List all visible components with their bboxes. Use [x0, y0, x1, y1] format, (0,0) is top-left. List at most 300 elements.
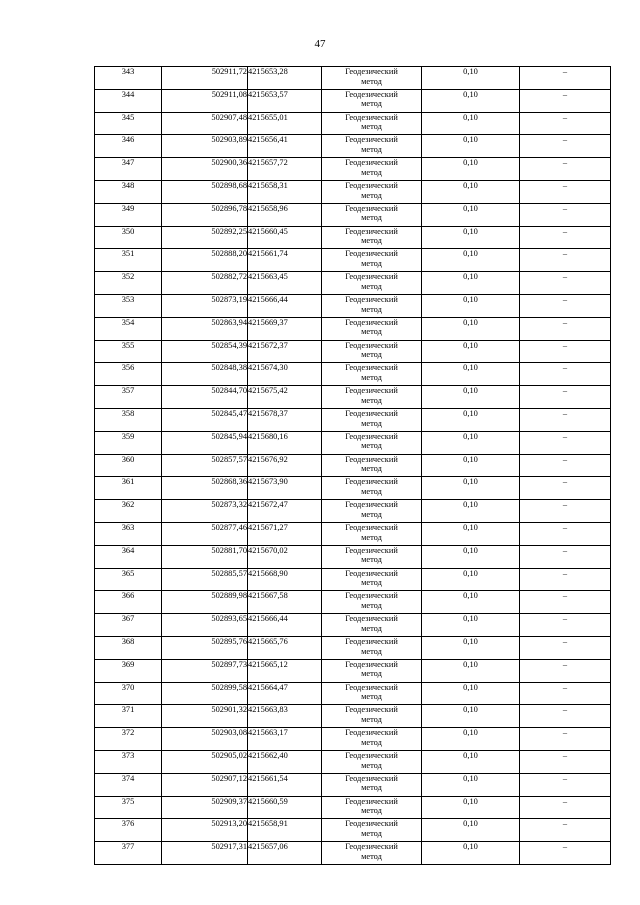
method-line-2: метод [361, 783, 382, 793]
method-cell [322, 317, 422, 340]
coordinates-table-body [95, 67, 611, 865]
point-number-cell: 344 [95, 89, 162, 112]
method-line-1: Геодезический [345, 796, 398, 806]
description-cell: – [520, 431, 611, 454]
method-line-2: метод [361, 692, 382, 702]
method-cell [322, 842, 422, 865]
method-cell [322, 614, 422, 637]
description-cell: – [520, 842, 611, 865]
method-line-2: метод [361, 737, 382, 747]
table-row [95, 363, 611, 386]
coordinates-table [94, 66, 611, 865]
method-line-2: метод [361, 258, 382, 268]
method-cell [322, 363, 422, 386]
table-row [95, 705, 611, 728]
x-coordinate-cell: 502877,46 [162, 522, 248, 545]
accuracy-cell: 0,10 [422, 408, 520, 431]
method-cell [322, 682, 422, 705]
accuracy-cell: 0,10 [422, 819, 520, 842]
method-line-1: Геодезический [345, 203, 398, 213]
x-coordinate-cell: 502845,94 [162, 431, 248, 454]
method-line-1: Геодезический [345, 294, 398, 304]
y-coordinate-cell: 4215660,45 [248, 226, 322, 249]
method-line-1: Геодезический [345, 135, 398, 145]
method-line-2: метод [361, 236, 382, 246]
accuracy-cell: 0,10 [422, 568, 520, 591]
method-line-2: метод [361, 851, 382, 861]
x-coordinate-cell: 502903,08 [162, 728, 248, 751]
x-coordinate-cell: 502913,20 [162, 819, 248, 842]
x-coordinate-cell: 502911,08 [162, 89, 248, 112]
accuracy-cell: 0,10 [422, 659, 520, 682]
y-coordinate-cell: 4215678,37 [248, 408, 322, 431]
accuracy-cell: 0,10 [422, 636, 520, 659]
accuracy-cell: 0,10 [422, 386, 520, 409]
method-line-2: метод [361, 806, 382, 816]
y-coordinate-cell: 4215663,45 [248, 272, 322, 295]
description-cell: – [520, 773, 611, 796]
point-number-cell: 343 [95, 67, 162, 90]
method-cell [322, 796, 422, 819]
x-coordinate-cell: 502899,58 [162, 682, 248, 705]
x-coordinate-cell: 502844,70 [162, 386, 248, 409]
accuracy-cell: 0,10 [422, 796, 520, 819]
description-cell: – [520, 112, 611, 135]
accuracy-cell: 0,10 [422, 317, 520, 340]
x-coordinate-cell: 502888,20 [162, 249, 248, 272]
x-coordinate-cell: 502889,98 [162, 591, 248, 614]
accuracy-cell: 0,10 [422, 272, 520, 295]
method-line-1: Геодезический [345, 750, 398, 760]
table-row [95, 819, 611, 842]
point-number-cell: 368 [95, 636, 162, 659]
point-number-cell: 356 [95, 363, 162, 386]
method-line-2: метод [361, 213, 382, 223]
description-cell: – [520, 203, 611, 226]
point-number-cell: 360 [95, 454, 162, 477]
table-row [95, 500, 611, 523]
method-cell [322, 226, 422, 249]
table-row [95, 180, 611, 203]
method-line-1: Геодезический [345, 682, 398, 692]
method-line-1: Геодезический [345, 340, 398, 350]
x-coordinate-cell: 502873,19 [162, 294, 248, 317]
table-row [95, 249, 611, 272]
method-cell [322, 545, 422, 568]
y-coordinate-cell: 4215675,42 [248, 386, 322, 409]
x-coordinate-cell: 502907,12 [162, 773, 248, 796]
method-line-2: метод [361, 555, 382, 565]
table-row [95, 386, 611, 409]
table-row [95, 842, 611, 865]
point-number-cell: 363 [95, 522, 162, 545]
accuracy-cell: 0,10 [422, 500, 520, 523]
point-number-cell: 345 [95, 112, 162, 135]
table-row [95, 682, 611, 705]
method-line-1: Геодезический [345, 819, 398, 829]
table-row [95, 728, 611, 751]
accuracy-cell: 0,10 [422, 728, 520, 751]
y-coordinate-cell: 4215656,41 [248, 135, 322, 158]
method-cell [322, 67, 422, 90]
method-line-2: метод [361, 99, 382, 109]
method-line-1: Геодезический [345, 408, 398, 418]
method-line-2: метод [361, 600, 382, 610]
method-line-2: метод [361, 76, 382, 86]
description-cell: – [520, 500, 611, 523]
table-row [95, 522, 611, 545]
method-line-2: метод [361, 327, 382, 337]
point-number-cell: 362 [95, 500, 162, 523]
method-cell [322, 408, 422, 431]
y-coordinate-cell: 4215660,59 [248, 796, 322, 819]
point-number-cell: 373 [95, 750, 162, 773]
method-line-2: метод [361, 828, 382, 838]
description-cell: – [520, 614, 611, 637]
description-cell: – [520, 89, 611, 112]
description-cell: – [520, 158, 611, 181]
description-cell: – [520, 386, 611, 409]
accuracy-cell: 0,10 [422, 522, 520, 545]
point-number-cell: 349 [95, 203, 162, 226]
method-line-2: метод [361, 646, 382, 656]
y-coordinate-cell: 4215670,02 [248, 545, 322, 568]
accuracy-cell: 0,10 [422, 294, 520, 317]
method-cell [322, 135, 422, 158]
method-line-2: метод [361, 623, 382, 633]
accuracy-cell: 0,10 [422, 431, 520, 454]
method-line-1: Геодезический [345, 89, 398, 99]
description-cell: – [520, 340, 611, 363]
y-coordinate-cell: 4215664,47 [248, 682, 322, 705]
accuracy-cell: 0,10 [422, 135, 520, 158]
table-row [95, 408, 611, 431]
accuracy-cell: 0,10 [422, 203, 520, 226]
method-cell [322, 294, 422, 317]
description-cell: – [520, 568, 611, 591]
page-number: 47 [314, 38, 326, 50]
y-coordinate-cell: 4215671,27 [248, 522, 322, 545]
method-cell [322, 203, 422, 226]
accuracy-cell: 0,10 [422, 158, 520, 181]
x-coordinate-cell: 502896,78 [162, 203, 248, 226]
x-coordinate-cell: 502911,72 [162, 67, 248, 90]
table-row [95, 454, 611, 477]
table-row [95, 294, 611, 317]
point-number-cell: 370 [95, 682, 162, 705]
point-number-cell: 352 [95, 272, 162, 295]
method-cell [322, 659, 422, 682]
table-row [95, 659, 611, 682]
table-row [95, 431, 611, 454]
accuracy-cell: 0,10 [422, 112, 520, 135]
x-coordinate-cell: 502893,65 [162, 614, 248, 637]
method-cell [322, 728, 422, 751]
description-cell: – [520, 659, 611, 682]
description-cell: – [520, 272, 611, 295]
method-line-2: метод [361, 760, 382, 770]
method-line-1: Геодезический [345, 454, 398, 464]
method-line-1: Геодезический [345, 272, 398, 282]
accuracy-cell: 0,10 [422, 750, 520, 773]
x-coordinate-cell: 502901,32 [162, 705, 248, 728]
table-row [95, 112, 611, 135]
x-coordinate-cell: 502892,25 [162, 226, 248, 249]
x-coordinate-cell: 502848,38 [162, 363, 248, 386]
accuracy-cell: 0,10 [422, 67, 520, 90]
description-cell: – [520, 249, 611, 272]
x-coordinate-cell: 502868,36 [162, 477, 248, 500]
method-line-1: Геодезический [345, 545, 398, 555]
x-coordinate-cell: 502903,89 [162, 135, 248, 158]
y-coordinate-cell: 4215658,31 [248, 180, 322, 203]
method-cell [322, 477, 422, 500]
description-cell: – [520, 796, 611, 819]
table-row [95, 773, 611, 796]
y-coordinate-cell: 4215668,90 [248, 568, 322, 591]
method-line-1: Геодезический [345, 500, 398, 510]
table-row [95, 477, 611, 500]
accuracy-cell: 0,10 [422, 614, 520, 637]
description-cell: – [520, 226, 611, 249]
method-line-2: метод [361, 395, 382, 405]
method-line-2: метод [361, 532, 382, 542]
accuracy-cell: 0,10 [422, 705, 520, 728]
point-number-cell: 375 [95, 796, 162, 819]
method-cell [322, 89, 422, 112]
y-coordinate-cell: 4215665,12 [248, 659, 322, 682]
y-coordinate-cell: 4215666,44 [248, 614, 322, 637]
y-coordinate-cell: 4215669,37 [248, 317, 322, 340]
method-cell [322, 386, 422, 409]
method-cell [322, 431, 422, 454]
point-number-cell: 364 [95, 545, 162, 568]
method-cell [322, 454, 422, 477]
x-coordinate-cell: 502895,76 [162, 636, 248, 659]
method-cell [322, 272, 422, 295]
y-coordinate-cell: 4215653,57 [248, 89, 322, 112]
method-line-2: метод [361, 190, 382, 200]
method-line-1: Геодезический [345, 363, 398, 373]
method-line-2: метод [361, 669, 382, 679]
point-number-cell: 348 [95, 180, 162, 203]
method-line-2: метод [361, 714, 382, 724]
table-row [95, 89, 611, 112]
point-number-cell: 347 [95, 158, 162, 181]
description-cell: – [520, 705, 611, 728]
accuracy-cell: 0,10 [422, 249, 520, 272]
table-row [95, 272, 611, 295]
method-line-2: метод [361, 578, 382, 588]
point-number-cell: 365 [95, 568, 162, 591]
method-cell [322, 522, 422, 545]
point-number-cell: 359 [95, 431, 162, 454]
table-row [95, 203, 611, 226]
table-row [95, 750, 611, 773]
description-cell: – [520, 67, 611, 90]
description-cell: – [520, 728, 611, 751]
method-line-1: Геодезический [345, 67, 398, 76]
y-coordinate-cell: 4215674,30 [248, 363, 322, 386]
y-coordinate-cell: 4215658,96 [248, 203, 322, 226]
method-cell [322, 773, 422, 796]
method-line-1: Геодезический [345, 773, 398, 783]
y-coordinate-cell: 4215667,58 [248, 591, 322, 614]
method-line-1: Геодезический [345, 180, 398, 190]
point-number-cell: 361 [95, 477, 162, 500]
y-coordinate-cell: 4215657,72 [248, 158, 322, 181]
table-row [95, 340, 611, 363]
accuracy-cell: 0,10 [422, 682, 520, 705]
method-line-1: Геодезический [345, 431, 398, 441]
method-line-1: Геодезический [345, 158, 398, 168]
point-number-cell: 374 [95, 773, 162, 796]
description-cell: – [520, 477, 611, 500]
accuracy-cell: 0,10 [422, 180, 520, 203]
description-cell: – [520, 636, 611, 659]
y-coordinate-cell: 4215665,76 [248, 636, 322, 659]
point-number-cell: 354 [95, 317, 162, 340]
table-row [95, 67, 611, 90]
description-cell: – [520, 591, 611, 614]
method-line-2: метод [361, 304, 382, 314]
point-number-cell: 372 [95, 728, 162, 751]
method-line-2: метод [361, 144, 382, 154]
accuracy-cell: 0,10 [422, 773, 520, 796]
description-cell: – [520, 294, 611, 317]
description-cell: – [520, 180, 611, 203]
accuracy-cell: 0,10 [422, 477, 520, 500]
description-cell: – [520, 454, 611, 477]
method-line-2: метод [361, 509, 382, 519]
description-cell: – [520, 522, 611, 545]
point-number-cell: 358 [95, 408, 162, 431]
y-coordinate-cell: 4215672,47 [248, 500, 322, 523]
x-coordinate-cell: 502897,73 [162, 659, 248, 682]
x-coordinate-cell: 502885,57 [162, 568, 248, 591]
method-line-1: Геодезический [345, 705, 398, 715]
y-coordinate-cell: 4215663,17 [248, 728, 322, 751]
method-line-2: метод [361, 122, 382, 132]
method-cell [322, 180, 422, 203]
method-line-1: Геодезический [345, 636, 398, 646]
x-coordinate-cell: 502917,31 [162, 842, 248, 865]
method-line-1: Геодезический [345, 522, 398, 532]
x-coordinate-cell: 502854,39 [162, 340, 248, 363]
method-line-1: Геодезический [345, 226, 398, 236]
table-row [95, 636, 611, 659]
accuracy-cell: 0,10 [422, 226, 520, 249]
y-coordinate-cell: 4215676,92 [248, 454, 322, 477]
description-cell: – [520, 545, 611, 568]
y-coordinate-cell: 4215672,37 [248, 340, 322, 363]
accuracy-cell: 0,10 [422, 545, 520, 568]
y-coordinate-cell: 4215661,74 [248, 249, 322, 272]
method-line-2: метод [361, 486, 382, 496]
method-line-1: Геодезический [345, 249, 398, 259]
y-coordinate-cell: 4215661,54 [248, 773, 322, 796]
table-row [95, 317, 611, 340]
description-cell: – [520, 682, 611, 705]
y-coordinate-cell: 4215655,01 [248, 112, 322, 135]
x-coordinate-cell: 502845,47 [162, 408, 248, 431]
method-line-1: Геодезический [345, 568, 398, 578]
method-cell [322, 705, 422, 728]
method-cell [322, 158, 422, 181]
description-cell: – [520, 750, 611, 773]
y-coordinate-cell: 4215657,06 [248, 842, 322, 865]
method-line-2: метод [361, 281, 382, 291]
method-line-1: Геодезический [345, 386, 398, 396]
method-cell [322, 750, 422, 773]
method-line-1: Геодезический [345, 112, 398, 122]
x-coordinate-cell: 502900,36 [162, 158, 248, 181]
method-line-2: метод [361, 167, 382, 177]
method-cell [322, 568, 422, 591]
table-row [95, 158, 611, 181]
x-coordinate-cell: 502882,72 [162, 272, 248, 295]
accuracy-cell: 0,10 [422, 591, 520, 614]
description-cell: – [520, 408, 611, 431]
x-coordinate-cell: 502873,32 [162, 500, 248, 523]
accuracy-cell: 0,10 [422, 454, 520, 477]
method-line-1: Геодезический [345, 614, 398, 624]
method-line-1: Геодезический [345, 728, 398, 738]
y-coordinate-cell: 4215680,16 [248, 431, 322, 454]
point-number-cell: 377 [95, 842, 162, 865]
description-cell: – [520, 317, 611, 340]
point-number-cell: 366 [95, 591, 162, 614]
table-row [95, 135, 611, 158]
point-number-cell: 367 [95, 614, 162, 637]
x-coordinate-cell: 502881,70 [162, 545, 248, 568]
method-cell [322, 591, 422, 614]
point-number-cell: 353 [95, 294, 162, 317]
y-coordinate-cell: 4215663,83 [248, 705, 322, 728]
point-number-cell: 369 [95, 659, 162, 682]
method-line-2: метод [361, 418, 382, 428]
method-cell [322, 112, 422, 135]
x-coordinate-cell: 502909,37 [162, 796, 248, 819]
table-row [95, 226, 611, 249]
y-coordinate-cell: 4215662,40 [248, 750, 322, 773]
accuracy-cell: 0,10 [422, 363, 520, 386]
point-number-cell: 371 [95, 705, 162, 728]
accuracy-cell: 0,10 [422, 340, 520, 363]
description-cell: – [520, 363, 611, 386]
method-line-2: метод [361, 464, 382, 474]
x-coordinate-cell: 502863,94 [162, 317, 248, 340]
method-line-2: метод [361, 441, 382, 451]
x-coordinate-cell: 502857,57 [162, 454, 248, 477]
method-line-2: метод [361, 372, 382, 382]
y-coordinate-cell: 4215673,90 [248, 477, 322, 500]
method-line-1: Геодезический [345, 317, 398, 327]
point-number-cell: 350 [95, 226, 162, 249]
method-line-2: метод [361, 350, 382, 360]
method-cell [322, 500, 422, 523]
table-row [95, 614, 611, 637]
x-coordinate-cell: 502907,48 [162, 112, 248, 135]
y-coordinate-cell: 4215658,91 [248, 819, 322, 842]
table-row [95, 591, 611, 614]
point-number-cell: 346 [95, 135, 162, 158]
method-line-1: Геодезический [345, 477, 398, 487]
point-number-cell: 355 [95, 340, 162, 363]
x-coordinate-cell: 502905,02 [162, 750, 248, 773]
table-row [95, 568, 611, 591]
method-cell [322, 636, 422, 659]
